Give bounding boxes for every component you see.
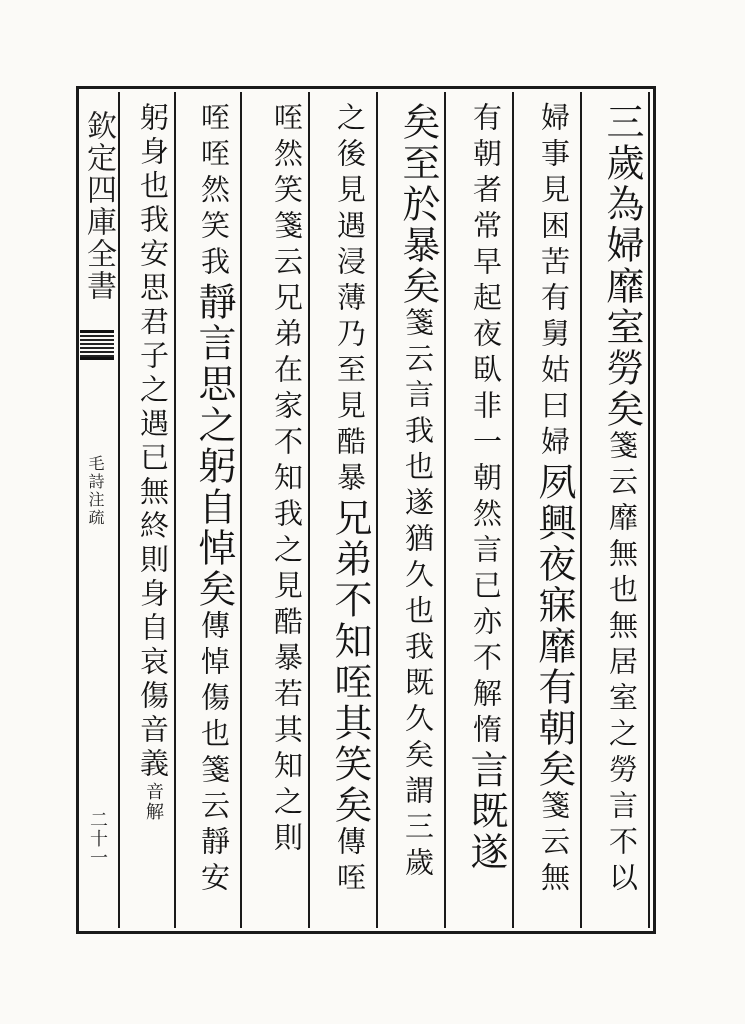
- commentary-text: 傳咥: [333, 826, 367, 898]
- text-column-4: [382, 102, 444, 922]
- column-rule: [240, 92, 242, 928]
- commentary-text: 躬身也我安思君子之遇已無終則身自哀傷: [136, 102, 170, 714]
- note-line-right: 解: [143, 802, 164, 822]
- column-rule: [512, 92, 514, 928]
- column-rule: [174, 92, 176, 928]
- interlinear-note: [141, 782, 165, 822]
- text-column-8: [122, 102, 174, 922]
- column-rule: [308, 92, 310, 928]
- commentary-text: 婦事見困苦有舅姑曰婦: [537, 102, 571, 462]
- column-rule: [376, 92, 378, 928]
- page-margin-column: [78, 90, 118, 932]
- main-text: 靜言思之躬自悼矣: [192, 282, 236, 610]
- commentary-text: 有朝者常早起夜臥非一朝然言已亦不解惰: [469, 102, 503, 750]
- commentary-text: 箋云靡無也無居室之勞言不以: [605, 430, 639, 898]
- commentary-text: 箋云言我也遂猶久也我既久矣謂三歲: [401, 307, 435, 883]
- column-rule: [444, 92, 446, 928]
- library-title: 欽定四庫全書: [81, 110, 116, 302]
- commentary-text: 傳悼傷也箋云靜安: [197, 610, 231, 898]
- main-text: 三歲為婦靡室勞矣: [600, 102, 644, 430]
- text-column-2: [518, 102, 580, 922]
- text-column-5: [314, 102, 376, 922]
- text-column-1: [586, 102, 648, 922]
- commentary-text: 音義: [136, 714, 170, 782]
- note-line-left: 音: [143, 782, 164, 802]
- main-text: 夙興夜寐靡有朝矣: [532, 462, 576, 790]
- commentary-text: 咥然笑箋云兄弟在家不知我之見酷暴若其知之則: [270, 102, 304, 858]
- commentary-text: 之後見遇浸薄乃至見酷暴: [333, 102, 367, 498]
- text-column-3: [450, 102, 512, 922]
- page-number: 二十一: [87, 810, 108, 867]
- main-text: 兄弟不知咥其笑矣: [328, 498, 372, 826]
- text-column-6: [246, 102, 308, 922]
- fishtail-mark-icon: [80, 330, 114, 360]
- main-text: 矣至於暴矣: [396, 102, 440, 307]
- commentary-text: 咥咥然笑我: [197, 102, 231, 282]
- commentary-text: 箋云無: [537, 790, 571, 898]
- text-column-7: [180, 102, 240, 922]
- main-text: 言既遂: [464, 750, 508, 873]
- book-title: 毛詩注疏: [86, 455, 105, 527]
- column-rule: [580, 92, 582, 928]
